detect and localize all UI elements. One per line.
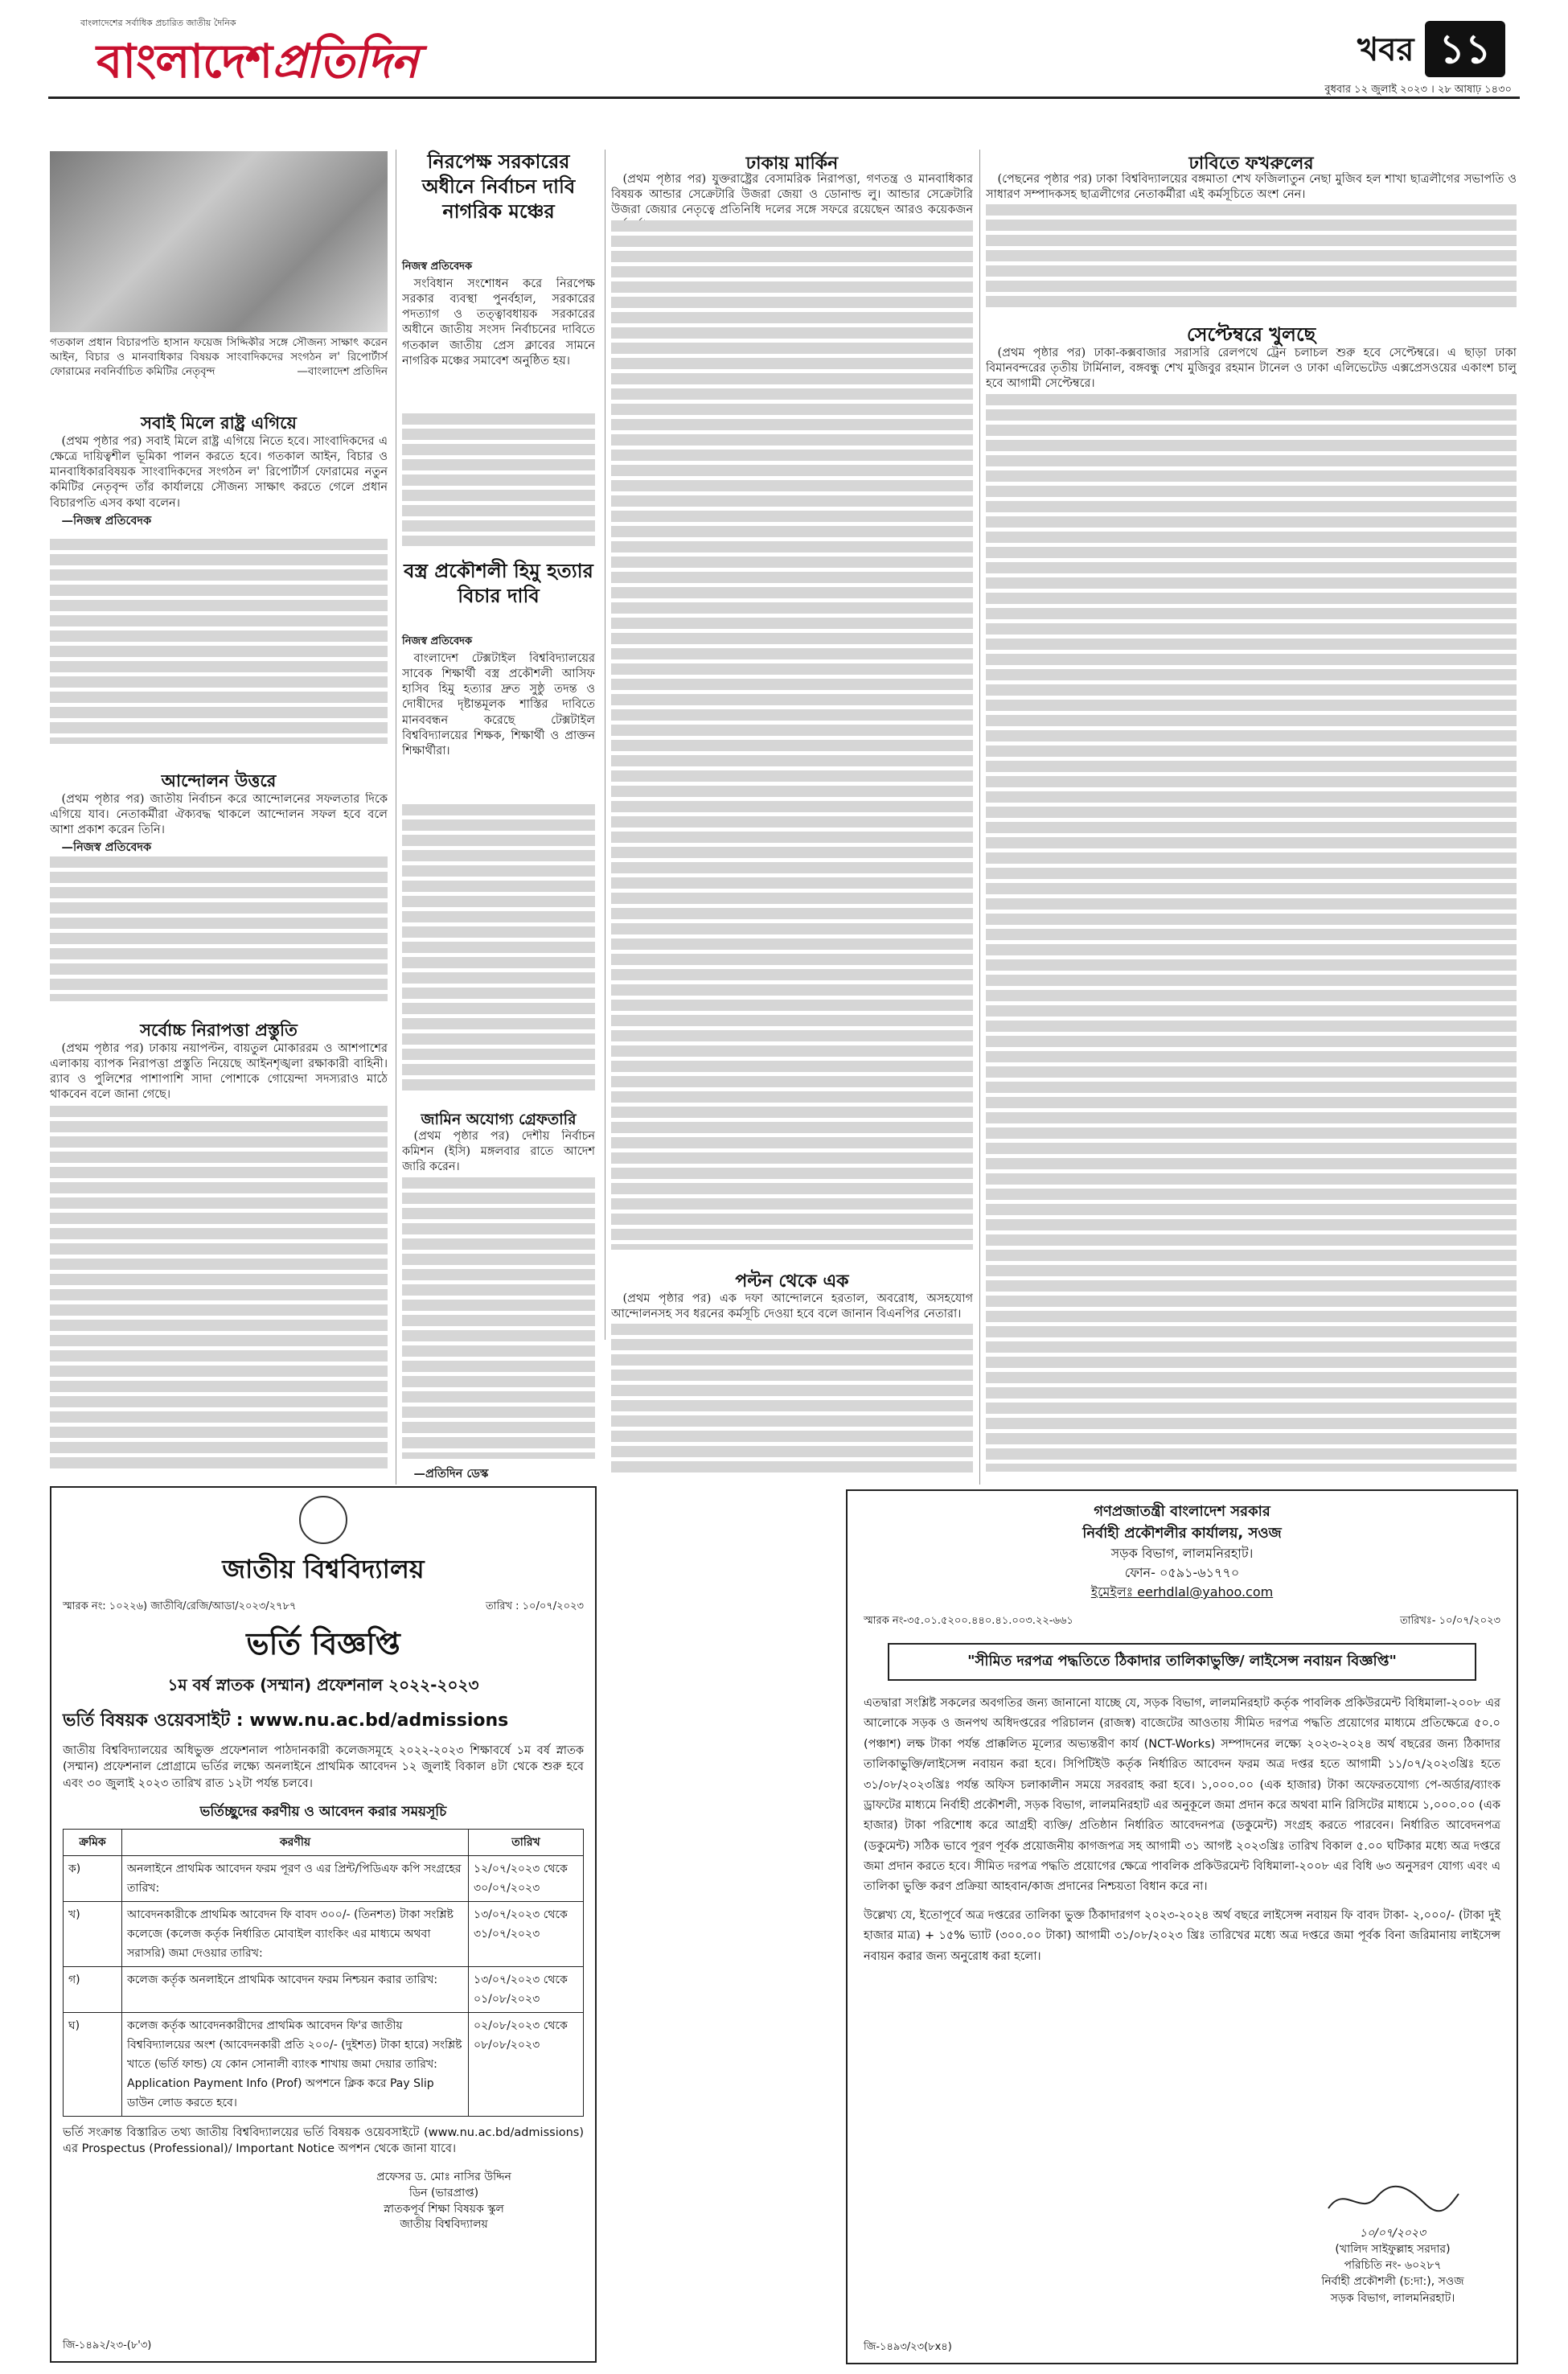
masthead-logo [96, 26, 417, 104]
nu-signer-name: প্রফেসর ড. মোঃ নাসির উদ্দিন [376, 2171, 511, 2184]
article-a-title: সবাই মিলে রাষ্ট্র এগিয়ে [141, 413, 297, 433]
article-i-title: ঢাবিতে ফখরুলের [1188, 154, 1314, 174]
article-f-text: (প্রথম পৃষ্ঠার পর) দেশীয় নির্বাচন কমিশন (ইসি) মঙ্গলবার রাতে আদেশ জারি করেন। [402, 1130, 595, 1174]
nu-row-date: ১২/০৭/২০২৩ থেকে ৩০/০৭/২০২৩ [469, 1855, 584, 1901]
nu-row-task: অনলাইনে প্রাথমিক আবেদন ফরম পূরণ ও এর প্রিন্ট/পিডিএফ কপি সংগ্রহের তারিখ: [122, 1855, 469, 1901]
nu-signer [304, 2170, 584, 2232]
rhd-title: "সীমিত দরপত্র পদ্ধতিতে ঠিকাদার তালিকাভুক্তি/ লাইসেন্স নবায়ন বিজ্ঞপ্তি" [967, 1653, 1397, 1670]
article-d-title: নিরপেক্ষ সরকারের অধীনে নির্বাচন দাবি নাগরিক মঞ্চের [421, 150, 576, 224]
rhd-signer-id: পরিচিতি নং- ৬০২৮৭ [1344, 2259, 1442, 2273]
article-i-text: (পেছনের পৃষ্ঠার পর) ঢাকা বিশ্ববিদ্যালয়ের বঙ্গমাতা শেখ ফজিলাতুন নেছা মুজিব হল শাখা ছাত্রলীগের সভাপতি ও সাধারণ সম্পাদকসহ ছাত্রলীগের নেতাকর্মীরা এই কর্মসূচিতে অংশ নেন। [986, 173, 1517, 202]
photo-credit: —বাংলাদেশ প্রতিদিন [297, 364, 388, 378]
article-h-text: (প্রথম পৃষ্ঠার পর) এক দফা আন্দোলনে হরতাল, অবরোধ, অসহযোগ আন্দোলনসহ সব ধরনের কর্মসূচি দেওয়া হবে বলে জানান বিএনপির নেতারা। [611, 1292, 973, 1321]
masthead [48, 14, 1520, 95]
nu-signer-title2: স্নাতকপূর্ব শিক্ষা বিষয়ক স্কুল [384, 2202, 504, 2216]
nu-code: জি-১৪৯২/২৩-(৮'৩) [63, 2339, 152, 2351]
nu-website[interactable]: ভর্তি বিষয়ক ওয়েবসাইট : www.nu.ac.bd/admissions [63, 1711, 509, 1731]
nu-row-date: ১৩/০৭/২০২৩ থেকে ০১/০৮/২০২৩ [469, 1966, 584, 2012]
nu-row-date: ০২/০৮/২০২৩ থেকে ০৮/০৮/২০২৩ [469, 2012, 584, 2116]
article-f-body [402, 1129, 595, 1483]
article-c-body [50, 1041, 388, 1480]
rhd-signer-name: (খালিদ সাইফুল্লাহ সরদার) [1335, 2242, 1451, 2256]
nu-subtitle: ১ম বর্ষ স্নাতক (সম্মান) প্রফেশনাল ২০২২-২০২৩ [167, 1675, 479, 1694]
article-a-body [50, 434, 388, 760]
masthead-tagline: বাংলাদেশের সর্বাধিক প্রচারিত জাতীয় দৈনিক [80, 18, 236, 28]
nu-footer-note: ভর্তি সংক্রান্ত বিস্তারিত তথ্য জাতীয় বিশ্ববিদ্যালয়ের ভর্তি বিষয়ক ওয়েবসাইটে (www.nu.ac.bd/admissions) এর Prospectus (Professional)/ Important Notice অপশন থেকে জানা যাবে। [63, 2126, 584, 2156]
ad-rhd-lalmonirhat [846, 1489, 1518, 2364]
rhd-signature [1288, 2179, 1497, 2306]
rhd-code: জি-১৪৯৩/২৩(৮x৪) [864, 2341, 952, 2353]
nu-title: ভর্তি বিজ্ঞপ্তি [246, 1626, 400, 1661]
article-a-text: (প্রথম পৃষ্ঠার পর) সবাই মিলে রাষ্ট্র এগিয়ে নিতে হবে। সাংবাদিকদের এ ক্ষেত্রে দায়িত্বশীল ভূমিকা পালন করতে হবে। গতকাল আইন, বিচার ও মানবাধিকারবিষয়ক সাংবাদিকদের সংগঠন ল' রিপোর্টার্স ফোরামের নতুন কমিটির নেতৃবৃন্দ তাঁর কার্যালয়ে সৌজন্য সাক্ষাৎ করতে গেলে প্রধান বিচারপতি এসব কথা বলেন। [50, 435, 388, 510]
article-e-text: বাংলাদেশ টেক্সটাইল বিশ্ববিদ্যালয়ের সাবেক শিক্ষার্থী বস্ত্র প্রকৌশলী আসিফ হাসিব হিমু হত্যার দ্রুত সুষ্ঠু তদন্ত ও দোষীদের দৃষ্টান্তমূলক শাস্তির দাবিতে মানববন্ধন করেছে টেক্সটাইল বিশ্ববিদ্যালয়ের শিক্ষক, শিক্ষার্থী ও প্রাক্তন শিক্ষার্থীরা। [402, 652, 595, 758]
article-b-body [50, 792, 388, 1009]
nu-row-task: আবেদনকারীকে প্রাথমিক আবেদন ফি বাবদ ৩০০/- (তিনশত) টাকা সংশ্লিষ্ট কলেজে (কলেজ কর্তৃক নির্ধারিত মোবাইল ব্যাংকিং এর মাধ্যমে অথবা সরাসরি) জমা দেওয়ার তারিখ: [122, 1901, 469, 1966]
nu-signer-title1: ডিন (ভারপ্রাপ্ত) [408, 2187, 479, 2200]
issue-date: বুধবার ১২ জুলাই ২০২৩ । ২৮ আষাঢ় ১৪৩০ [1324, 84, 1512, 96]
nu-logo [299, 1496, 347, 1544]
nu-body: জাতীয় বিশ্ববিদ্যালয়ের অধিভুক্ত প্রফেশনাল পাঠদানকারী কলেজসমূহে ২০২২-২০২৩ শিক্ষাবর্ষে ১ম বর্ষ স্নাতক (সম্মান) প্রফেশনাল প্রোগ্রামে ভর্তির লক্ষ্যে অনলাইনে প্রাথমিক আবেদন ১২ জুলাই বিকাল ৪টা থেকে শুরু হবে এবং ৩০ জুলাই ২০২৩ তারিখ রাত ১২টা পর্যন্ত চলবে। [63, 1744, 584, 1790]
photo [50, 151, 388, 332]
rhd-gov: গণপ্রজাতন্ত্রী বাংলাদেশ সরকার [1094, 1503, 1270, 1520]
masthead-rule [48, 97, 1520, 99]
table-row [64, 1855, 584, 1901]
article-a-signature: —নিজস্ব প্রতিবেদক [61, 513, 152, 528]
rhd-body2: উল্লেখ্য যে, ইতোপূর্বে অত্র দপ্তরের তালিকা ভুক্ত ঠিকাদারগণ ২০২৩-২০২৪ অর্থ বছরে লাইসেন্স নবায়ন ফি বাবদ টাকা- ২,০০০/- (টাকা দুই হাজার মাত্র) + ১৫% ভ্যাট (৩০০.০০ টাকা) আগামী ৩১/০৮/২০২৩ খ্রিঃ তারিখের মধ্যে অত্র দপ্তরে জমা পূর্বক বিনা জরিমানায় লাইসেন্স নবায়ন করার জন্য অনুরোধ করা হলো। [864, 1908, 1500, 1963]
nu-signer-title3: জাতীয় বিশ্ববিদ্যালয় [400, 2218, 488, 2232]
article-g-title: ঢাকায় মার্কিন [745, 154, 839, 174]
rhd-signature-date: ১০/০৭/২০২৩ [1359, 2226, 1426, 2240]
masthead-name-part1: বাংলাদেশ [96, 34, 273, 88]
masthead-name-part2: প্রতিদিন [272, 34, 418, 88]
page-number-box [1425, 21, 1505, 77]
column-rule-3 [979, 150, 980, 1485]
nu-row-task: কলেজ কর্তৃক অনলাইনে প্রাথমিক আবেদন ফরম নিশ্চয়ন করার তারিখ: [122, 1966, 469, 2012]
table-row [64, 1901, 584, 1966]
nu-col-task: করণীয় [122, 1829, 469, 1855]
article-b-text: (প্রথম পৃষ্ঠার পর) জাতীয় নির্বাচন করে আন্দোলনের সফলতার দিকে এগিয়ে যাব। নেতাকর্মীরা ঐক্যবদ্ধ থাকলে আন্দোলন সফল হবে বলে আশা প্রকাশ করেন তিনি। [50, 793, 388, 837]
nu-row-sl: ক) [64, 1855, 122, 1901]
article-g-body [611, 172, 973, 1258]
article-b-signature: —নিজস্ব প্রতিবেদক [61, 840, 152, 855]
article-f-signature: —প্রতিদিন ডেস্ক [413, 1466, 489, 1481]
rhd-body1: এতদ্বারা সংশ্লিষ্ট সকলের অবগতির জন্য জানানো যাচ্ছে যে, সড়ক বিভাগ, লালমনিরহাট কর্তৃক পাবলিক প্রকিউরমেন্ট বিধিমালা-২০০৮ এর আলোকে সড়ক ও জনপথ অধিদপ্তরের পরিচালন (রাজস্ব) বাজেটের আওতায় সীমিত দরপত্র পদ্ধতি প্রয়োগের মাধ্যমে প্রতিক্ষেত্রে ৫০.০ (পঞ্চাশ) লক্ষ টাকা পর্যন্ত প্রাক্কলিত মূল্যের অভ্যন্তরীণ কার্য (NCT-Works) সম্পাদনের লক্ষ্যে ২০২৩-২০২৪ অর্থ বছরের জন্য ঠিকাদার তালিকাভুক্তি/লাইসেন্স নবায়ন করা হবে। সিপিটিইউ কর্তৃক নির্ধারিত আবেদন ফরম অত্র দপ্তর হতে আগামী ১১/০৭/২০২৩খ্রিঃ হতে ৩১/০৮/২০২৩খ্রিঃ পর্যন্ত অফিস চলাকালীন সময়ে সরবরাহ করা হবে। ১,০০০.০০ (এক হাজার) টাকা অফেরতযোগ্য পে-অর্ডার/ব্যাংক ড্রাফটের মাধ্যমে নির্বাহী প্রকৌশলী, সড়ক বিভাগ, লালমনিরহাট এর অনুকূলে জমা প্রদান করে অথবা মানি রিসিটের মাধ্যমে ১,০০০.০০ (এক হাজার) টাকা পরিশোধ করে আগ্রহী ব্যক্তি/ প্রতিষ্ঠান নির্ধারিত আবেদনপত্র (ডকুমেন্ট) সংগ্রহ করতে পারবেন। নির্ধারিত আবেদনপত্র (ডকুমেন্ট) সঠিক ভাবে পূরণ পূর্বক প্রয়োজনীয় কাগজপত্র সহ আগামী ৩১ আগষ্ট ২০২৩খ্রিঃ তারিখ বিকাল ৫.০০ ঘটিকার মধ্যে অত্র দপ্তরে জমা প্রদান করতে হবে। সীমিত দরপত্র পদ্ধতি প্রয়োগের ক্ষেত্রে পাবলিক প্রকিউরমেন্ট বিধিমালা-২০০৮ এর বিধি ৬৩ অনুসরণ যোগ্য এবং এ তালিকা ভুক্তি করণ প্রক্রিয়া আহবান/কাজ প্রদানের নিশ্চয়তা বিধান করে না। [864, 1697, 1500, 1894]
nu-col-sl: ক্রমিক [64, 1829, 122, 1855]
nu-col-date: তারিখ [469, 1829, 584, 1855]
article-f-title: জামিন অযোগ্য গ্রেফতারি [421, 1111, 577, 1128]
rhd-email[interactable]: ইমেইলঃ eerhdlal@yahoo.com [1090, 1584, 1274, 1600]
article-i-body [986, 172, 1517, 314]
rhd-phone: ফোন- ০৫৯১-৬১৭৭০ [1124, 1565, 1240, 1580]
article-h-body [611, 1292, 973, 1477]
article-g-text: (প্রথম পৃষ্ঠার পর) যুক্তরাষ্ট্রের বেসামরিক নিরাপত্তা, গণতন্ত্র ও মানবাধিকার বিষয়ক আন্ডার সেক্রেটারি উজরা জেয়া ও ডোনাল্ড লু। আন্ডার সেক্রেটারি উজরা জেয়ার নেতৃত্বে প্রতিনিধি দলের সঙ্গে সফরে রয়েছেন আরও কয়েকজন [611, 173, 973, 217]
table-row [64, 2012, 584, 2116]
nu-schedule-table [63, 1829, 584, 2117]
nu-row-sl: ঘ) [64, 2012, 122, 2116]
rhd-division: সড়ক বিভাগ, লালমনিরহাট। [1110, 1546, 1254, 1561]
article-j-text: (প্রথম পৃষ্ঠার পর) ঢাকা-কক্সবাজার সরাসরি রেলপথে ট্রেন চলাচল শুরু হবে সেপ্টেম্বরে। এ ছাড়া ঢাকা বিমানবন্দরের তৃতীয় টার্মিনাল, বঙ্গবন্ধু শেখ মুজিবুর রহমান টানেল ও ঢাকা এলিভেটেড এক্সপ্রেসওয়ের একাংশ চালু হবে আগামী সেপ্টেম্বরে। [986, 347, 1517, 391]
article-d-body [402, 277, 595, 550]
news-photo [50, 151, 388, 332]
nu-row-sl: গ) [64, 1966, 122, 2012]
nu-date: তারিখ : ১০/০৭/২০২৩ [486, 1600, 584, 1612]
article-e-title: বস্ত্র প্রকৌশলী হিমু হত্যার বিচার দাবি [404, 560, 593, 608]
article-j-body [986, 346, 1517, 1480]
section-label: খবর [1357, 31, 1414, 68]
article-d-byline: নিজস্ব প্রতিবেদক [402, 261, 473, 273]
rhd-memo: স্মারক নং-৩৫.০১.৫২০০.৪৪০.৪১.০০৩.২২-৬৬১ [864, 1615, 1073, 1627]
article-h-title: পল্টন থেকে এক [735, 1271, 849, 1292]
rhd-title-box [888, 1643, 1476, 1681]
article-e-body [402, 651, 595, 1102]
nu-org: জাতীয় বিশ্ববিদ্যালয় [222, 1554, 425, 1584]
page-number: ১১ [1439, 26, 1492, 72]
signature-mark [1320, 2179, 1465, 2220]
article-e-byline: নিজস্ব প্রতিবেদক [402, 635, 473, 647]
nu-schedule-title: ভর্তিচ্ছুদের করণীয় ও আবেদন করার সময়সূচি [199, 1803, 447, 1820]
photo-caption-text: গতকাল প্রধান বিচারপতি হাসান ফয়েজ সিদ্দিকীর সঙ্গে সৌজন্য সাক্ষাৎ করেন আইন, বিচার ও মানবাধিকার বিষয়ক সাংবাদিকদের সংগঠন ল' রিপোর্টার্স ফোরামের নবনির্বাচিত কমিটির নেতৃবৃন্দ [50, 336, 388, 378]
photo-caption [50, 336, 388, 400]
rhd-signer-office: সড়ক বিভাগ, লালমনিরহাট। [1330, 2291, 1455, 2305]
article-c-title: সর্বোচ্চ নিরাপত্তা প্রস্তুতি [140, 1021, 298, 1040]
article-c-text: (প্রথম পৃষ্ঠার পর) ঢাকায় নয়াপল্টন, বায়তুল মোকাররম ও আশপাশের এলাকায় ব্যাপক নিরাপত্তা প্রস্তুতি নিয়েছে আইনশৃঙ্খলা রক্ষাকারী বাহিনী। র‍্যাব ও পুলিশের পাশাপাশি সাদা পোশাকে গোয়েন্দা সদস্যরাও মাঠে থাকবেন বলে জানা গেছে। [50, 1042, 388, 1102]
article-j-title: সেপ্টেম্বরে খুলছে [1186, 323, 1316, 346]
nu-row-sl: খ) [64, 1901, 122, 1966]
nu-row-task: কলেজ কর্তৃক আবেদনকারীদের প্রাথমিক আবেদন ফি'র জাতীয় বিশ্ববিদ্যালয়ের অংশ (আবেদনকারী প্রতি ২০০/- (দুইশত) টাকা হারে) সংশ্লিষ্ট খাতে (ভর্তি ফান্ড) যে কোন সোনালী ব্যাংক শাখায় জমা দেয়ার তারিখ: Application Payment Info (Prof) অপশনে ক্লিক করে Pay Slip ডাউন লোড করতে হবে। [122, 2012, 469, 2116]
rhd-date: তারিখঃ- ১০/০৭/২০২৩ [1399, 1615, 1500, 1627]
article-b-title: আন্দোলন উত্তরে [161, 771, 277, 791]
rhd-signer-title: নির্বাহী প্রকৌশলী (চ:দা:), সওজ [1321, 2275, 1464, 2289]
nu-row-date: ১৩/০৭/২০২৩ থেকে ৩১/০৭/২০২৩ [469, 1901, 584, 1966]
nu-memo: স্মারক নং: ১০২২৬) জাতীবি/রেজি/আডা/২০২৩/২৭৮৭ [63, 1600, 297, 1612]
table-row [64, 1966, 584, 2012]
rhd-office: নির্বাহী প্রকৌশলীর কার্যালয়, সওজ [1082, 1525, 1282, 1542]
article-d-text: সংবিধান সংশোধন করে নিরপেক্ষ সরকার ব্যবস্থা পুনর্বহাল, সরকারের পদত্যাগ ও তত্ত্বাবধায়ক সরকারের অধীনে জাতীয় সংসদ নির্বাচনের দাবিতে গতকাল জাতীয় প্রেস ক্লাবের সামনে নাগরিক মঞ্চের সমাবেশ অনুষ্ঠিত হয়। [402, 277, 595, 368]
ad-national-university [50, 1486, 597, 2363]
